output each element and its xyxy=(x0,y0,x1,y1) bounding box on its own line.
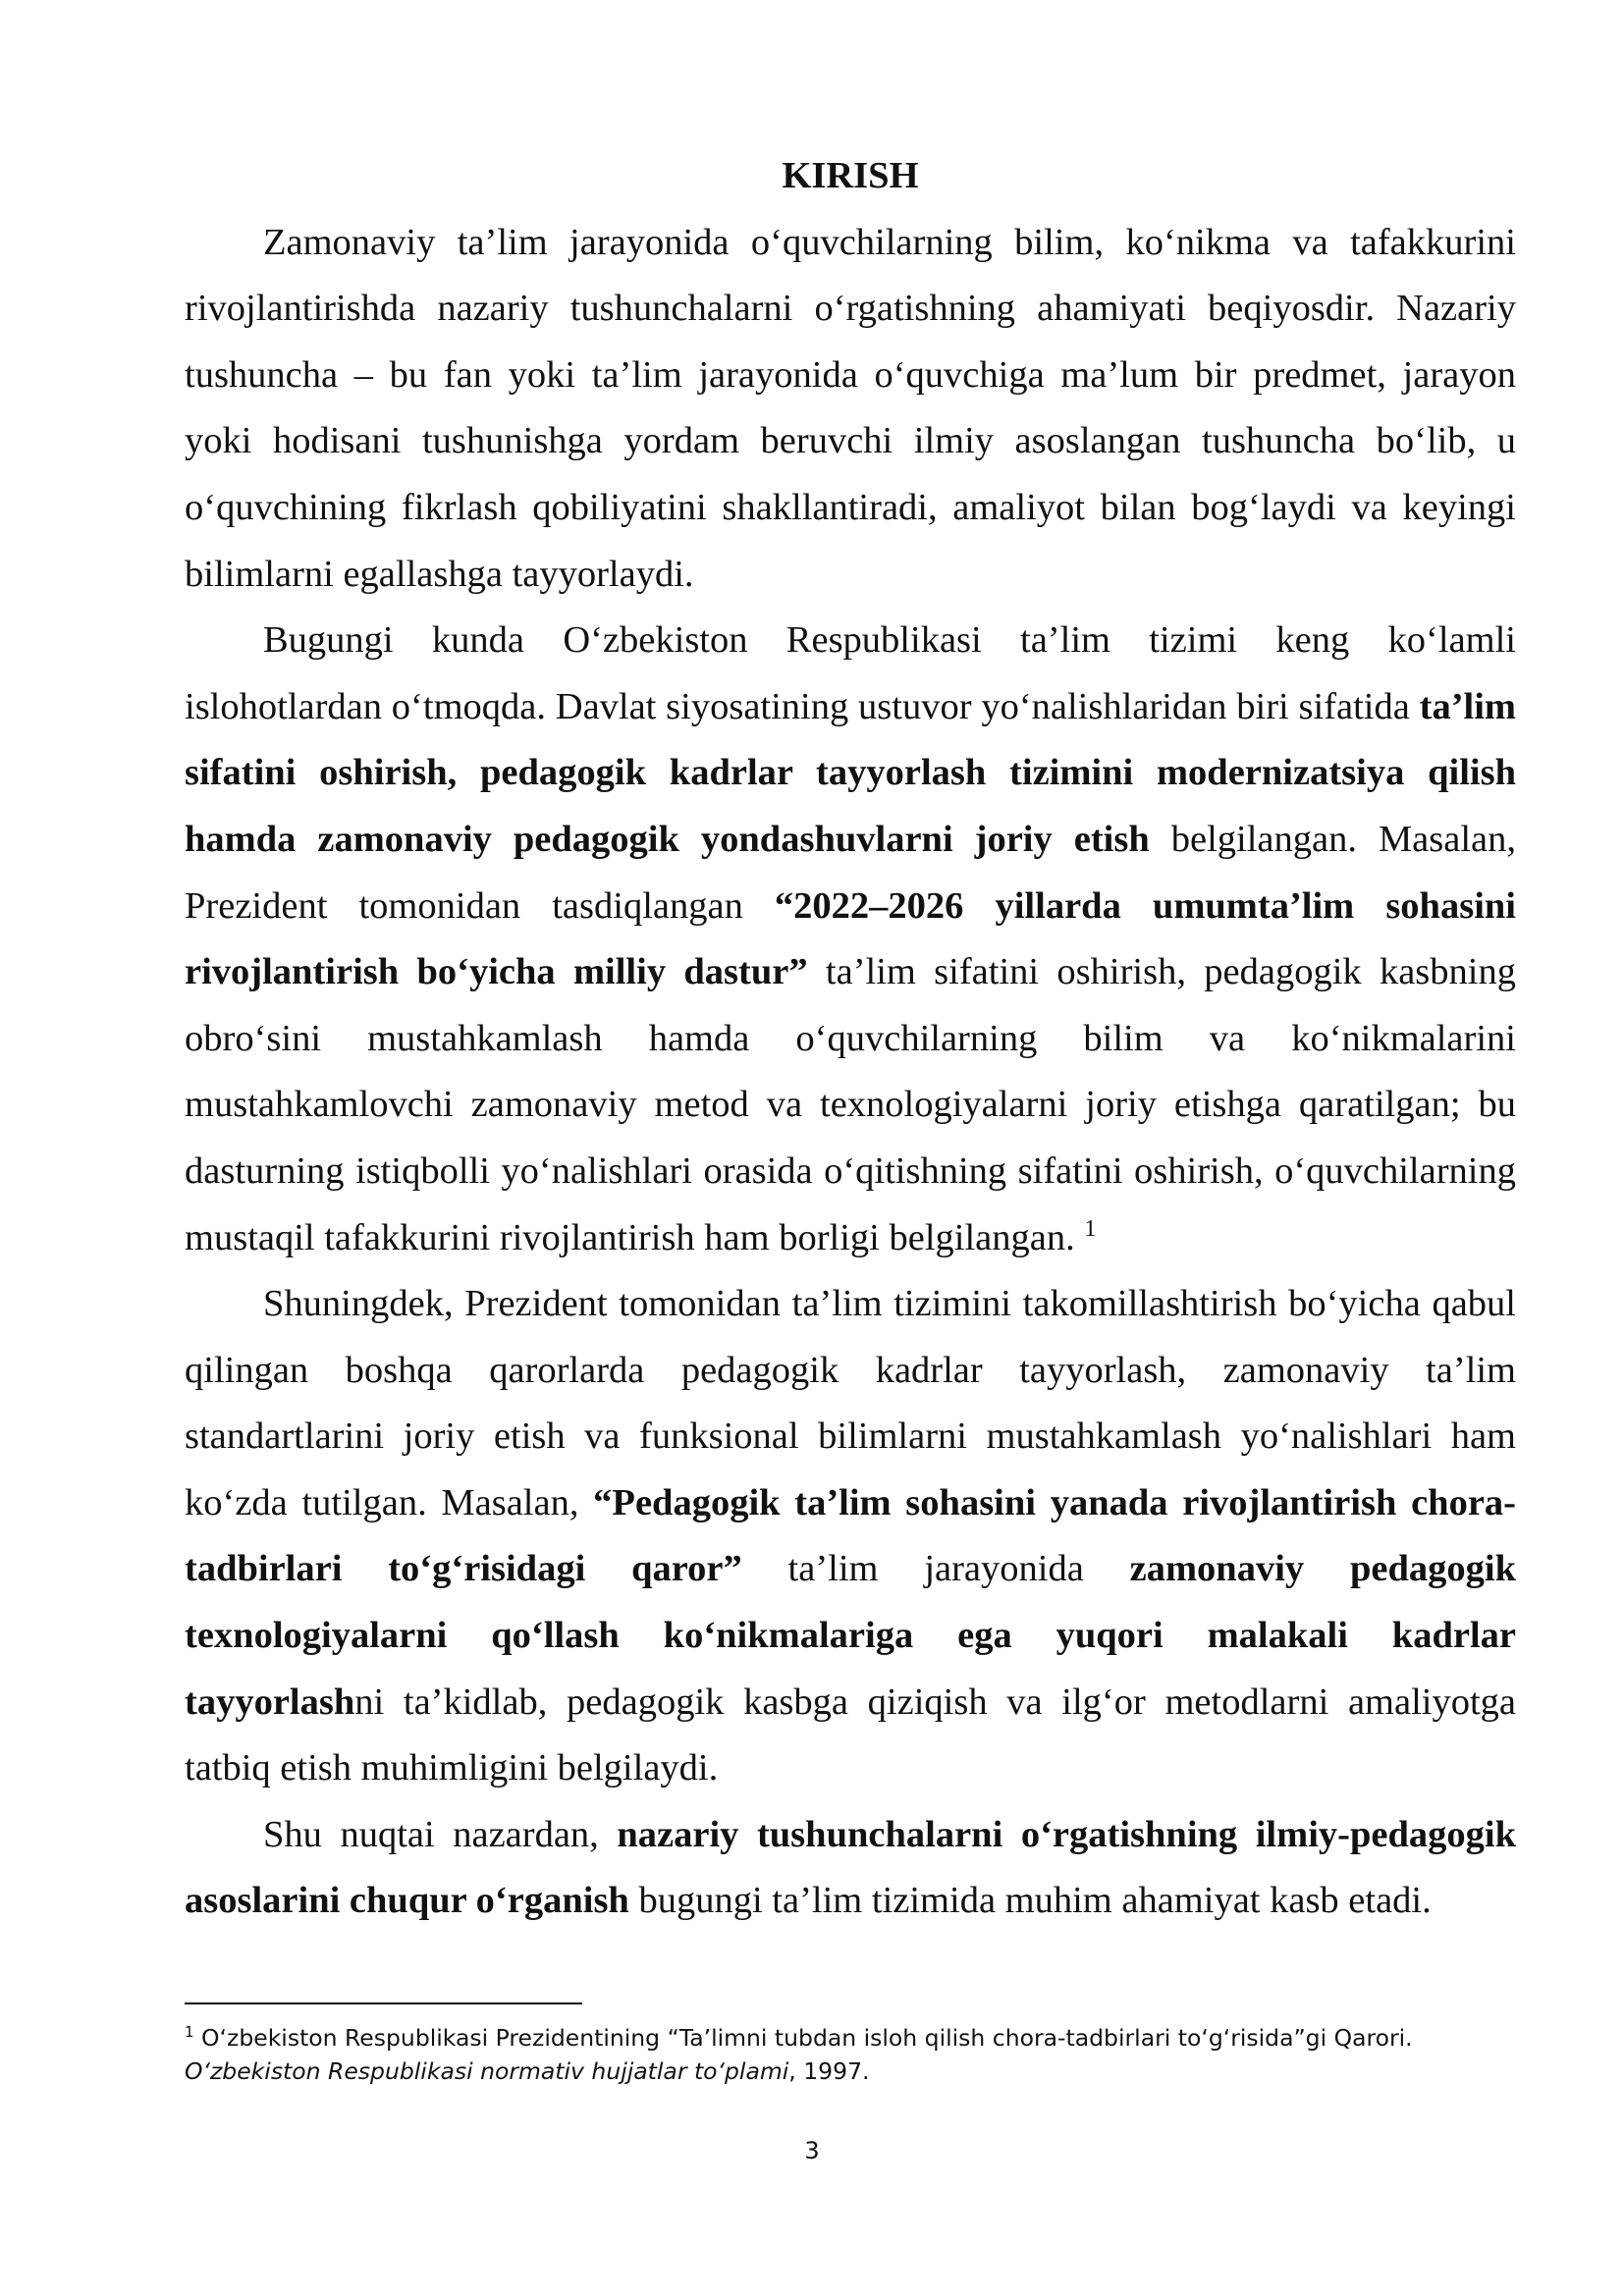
section-heading: KIRISH xyxy=(782,155,919,196)
footnote-text: O‘zbekiston Respublikasi Prezidentining “Ta’limni tubdan isloh qilish chora-tadbirlari to‘g‘risida”gi Qarori. xyxy=(193,2024,1413,2052)
paragraph-3-bold-2: zamonaviy pedagogik texnologiyalarni qo‘llash ko‘nikmalariga ega yuqori malakali kadrlar tayyorlash xyxy=(185,1548,1516,1723)
paragraph-2-text-2: belgilangan. Masalan, Prezident tomonidan tasdiqlangan xyxy=(185,818,1517,927)
paragraph-4 xyxy=(185,1802,1516,1935)
paragraph-1: Zamonaviy ta’lim jarayonida o‘quvchilarning bilim, ko‘nikma va tafakkurini rivojlantirishda nazariy tushunchalarni o‘rgatishning ahamiyati beqiyosdir. Nazariy tushuncha – bu fan yoki ta’lim jarayonida o‘quvchiga ma’lum bir predmet, jarayon yoki hodisani tushunishga yordam beruvchi ilmiy asoslangan tushuncha bo‘lib, u o‘quvchining fikrlash qobiliyatini shakllantiradi, amaliyot bilan bog‘laydi va keyingi bilimlarni egallashga tayyorlaydi. xyxy=(185,221,1516,595)
paragraph-3 xyxy=(185,1271,1516,1802)
paragraph-2-text-3: ta’lim sifatini oshirish, pedagogik kasbning obro‘sini mustahkamlash hamda o‘quvchilarning bilim va ko‘nikmalarini mustahkamlovchi zamonaviy metod va texnologiyalarni joriy etishga qaratilgan; bu dasturning istiqbolli yo‘nalishlari orasida o‘qitishning sifatini oshirish, o‘quvchilarning mustaqil tafakkurini rivojlantirish ham borligi belgilangan. xyxy=(185,951,1516,1258)
paragraph-3-text-3: ni ta’kidlab, pedagogik kasbga qiziqish va ilg‘or metodlarni amaliyotga tatbiq etish muhimligini belgilaydi. xyxy=(185,1681,1516,1789)
footnote-tail: , 1997. xyxy=(788,2056,870,2085)
paragraph-4-bold-1: nazariy tushunchalarni o‘rgatishning ilmiy-pedagogik asoslarini chuqur o‘rganish xyxy=(185,1813,1516,1922)
paragraph-3-text-1: Shuningdek, Prezident tomonidan ta’lim tizimini takomillashtirish bo‘yicha qabul qilingan boshqa qarorlarda pedagogik kadrlar tayyorlash, zamonaviy ta’lim standartlarini joriy etish va funksional bilimlarni mustahkamlash yo‘nalishlari ham ko‘zda tutilgan. Masalan, xyxy=(185,1283,1516,1523)
footnote-source: O‘zbekiston Respublikasi normativ hujjatlar to‘plami xyxy=(185,2056,789,2085)
footnote-separator xyxy=(185,2002,582,2004)
paragraph-2-bold-2: “2022–2026 yillarda umumta’lim sohasini rivojlantirish bo‘yicha milliy dastur” xyxy=(185,884,1516,993)
footnote-reference[interactable]: 1 xyxy=(1084,1215,1097,1242)
paragraph-2-bold-1: ta’lim sifatini oshirish, pedagogik kadrlar tayyorlash tizimini modernizatsiya qilish hamda zamonaviy pedagogik yondashuvlarni joriy etish xyxy=(185,685,1516,860)
footnote xyxy=(185,2022,1530,2088)
paragraph-2-text-1: Bugungi kunda O‘zbekiston Respublikasi ta’lim tizimi keng ko‘lamli islohotlardan o‘tmoqda. Davlat siyosatining ustuvor yo‘nalishlaridan biri sifatida xyxy=(185,619,1516,727)
paragraph-2 xyxy=(185,608,1516,1271)
paragraph-3-text-2: ta’lim jarayonida xyxy=(741,1548,1130,1590)
page-number: 3 xyxy=(804,2137,820,2164)
paragraph-4-text-1: Shu nuqtai nazardan, xyxy=(263,1813,618,1855)
main-text xyxy=(185,143,1516,1935)
paragraph-4-text-2: bugungi ta’lim tizimida muhim ahamiyat kasb etadi. xyxy=(628,1880,1432,1922)
footnote-marker: 1 xyxy=(185,2023,194,2042)
paragraph-3-bold-1: “Pedagogik ta’lim sohasini yanada rivojlantirish chora-tadbirlari to‘g‘risidagi qaror” xyxy=(185,1481,1516,1590)
